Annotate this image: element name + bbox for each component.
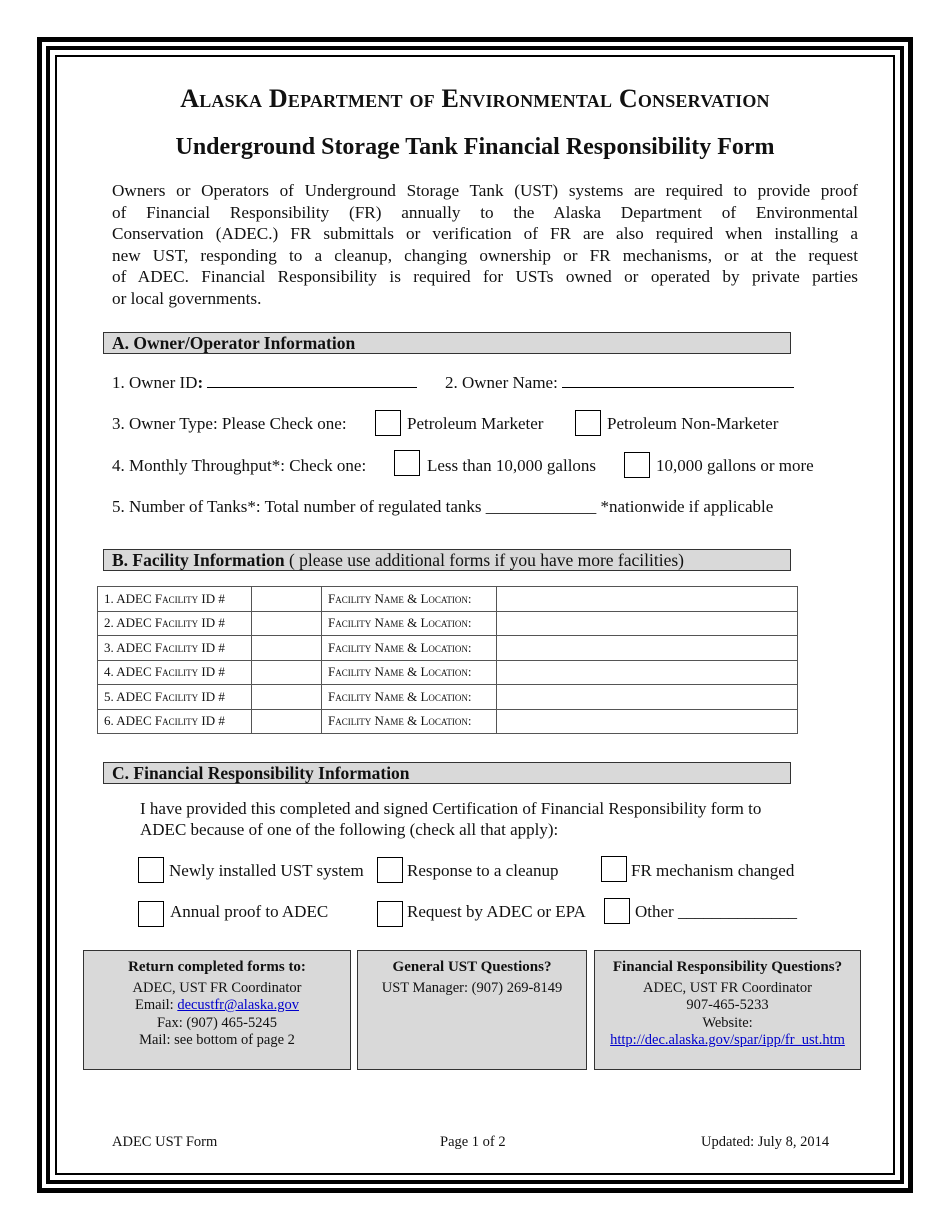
fr-mechanism-checkbox[interactable] <box>601 856 627 882</box>
return-email-row: Email: decustfr@alaska.gov <box>135 997 299 1013</box>
facility-id-label: 5. ADEC Facility ID # <box>98 685 252 710</box>
fr-website-label: Website: <box>702 1014 753 1031</box>
return-forms-title: Return completed forms to: <box>128 959 306 975</box>
petroleum-non-marketer-checkbox[interactable] <box>575 410 601 436</box>
return-mail: Mail: see bottom of page 2 <box>139 1032 295 1048</box>
owner-id-row: 1. Owner ID: <box>112 373 417 393</box>
facility-id-label: 2. ADEC Facility ID # <box>98 611 252 636</box>
facility-name-label: Facility Name & Location: <box>322 587 497 612</box>
facility-row <box>98 587 798 612</box>
fr-statement-line2: ADEC because of one of the following (check all that apply): <box>140 820 559 839</box>
general-questions-box <box>357 950 587 1070</box>
facility-row <box>98 660 798 685</box>
fr-coordinator: ADEC, UST FR Coordinator <box>643 979 812 996</box>
tanks-field[interactable]: _____________ <box>485 497 597 516</box>
petroleum-marketer-label: Petroleum Marketer <box>407 414 544 433</box>
section-a-header: A. Owner/Operator Information <box>103 332 791 354</box>
form-title: Underground Storage Tank Financial Responsibility Form <box>175 134 775 160</box>
other-checkbox[interactable] <box>604 898 630 924</box>
fr-phone: 907-465-5233 <box>686 997 769 1013</box>
facility-id-label: 4. ADEC Facility ID # <box>98 660 252 685</box>
ust-manager-phone: UST Manager: (907) 269-8149 <box>381 979 563 996</box>
intro-line: Owners or Operators of Underground Storage Tank (UST) systems are required to provide proof <box>112 181 858 200</box>
facility-name-field[interactable] <box>497 685 798 710</box>
facility-id-field[interactable] <box>252 709 322 734</box>
throughput-less-checkbox[interactable] <box>394 450 420 476</box>
facility-row <box>98 709 798 734</box>
annual-proof-checkbox[interactable] <box>138 901 164 927</box>
other-row <box>635 902 797 922</box>
website-link[interactable]: http://dec.alaska.gov/spar/ipp/fr_ust.htm <box>610 1032 845 1048</box>
intro-paragraph <box>112 180 858 310</box>
facility-id-field[interactable] <box>252 685 322 710</box>
throughput-more-label: 10,000 gallons or more <box>656 456 814 475</box>
owner-id-label: 1. Owner ID <box>112 373 198 392</box>
owner-name-label: 2. Owner Name: <box>445 373 558 392</box>
return-forms-box <box>83 950 351 1070</box>
facility-name-field[interactable] <box>497 587 798 612</box>
intro-line: new UST, responding to a cleanup, changing ownership or FR mechanisms, or at the request <box>112 245 858 265</box>
throughput-label: 4. Monthly Throughput*: Check one: <box>112 456 367 475</box>
facility-name-label: Facility Name & Location: <box>322 636 497 661</box>
facility-name-field[interactable] <box>497 709 798 734</box>
facility-name-field[interactable] <box>497 660 798 685</box>
fr-statement-line1: I have provided this completed and signed Certification of Financial Responsibility form to <box>140 799 762 818</box>
section-b-header: B. Facility Information ( please use additional forms if you have more facilities) <box>103 549 791 571</box>
tanks-label: 5. Number of Tanks*: Total number of regulated tanks <box>112 497 482 516</box>
throughput-more-checkbox[interactable] <box>624 452 650 478</box>
facility-id-field[interactable] <box>252 636 322 661</box>
facility-name-field[interactable] <box>497 636 798 661</box>
intro-line: of ADEC. Financial Responsibility is required for USTs owned or operated by private parties <box>112 267 858 287</box>
return-fax: Fax: (907) 465-5245 <box>156 1014 277 1031</box>
facility-id-field[interactable] <box>252 611 322 636</box>
fr-questions-title: Financial Responsibility Questions? <box>612 959 843 975</box>
agency-title: Alaska Department of Environmental Conservation <box>180 84 770 113</box>
facility-name-label: Facility Name & Location: <box>322 611 497 636</box>
email-link[interactable]: decustfr@alaska.gov <box>177 997 299 1013</box>
tanks-note: *nationwide if applicable <box>600 497 774 516</box>
footer-page-number: Page 1 of 2 <box>440 1134 506 1150</box>
request-adec-label: Request by ADEC or EPA <box>407 902 586 921</box>
owner-type-label: 3. Owner Type: Please Check one: <box>112 414 347 433</box>
owner-id-field[interactable] <box>207 373 417 388</box>
facility-row <box>98 685 798 710</box>
newly-installed-label: Newly installed UST system <box>169 861 364 880</box>
facility-name-field[interactable] <box>497 611 798 636</box>
facility-table <box>97 586 798 734</box>
footer-form-name: ADEC UST Form <box>112 1134 218 1150</box>
cleanup-response-checkbox[interactable] <box>377 857 403 883</box>
intro-line: of Financial Responsibility (FR) annually to the Alaska Department of Environmental <box>112 202 858 222</box>
owner-name-field[interactable] <box>562 373 794 388</box>
facility-row <box>98 611 798 636</box>
facility-name-label: Facility Name & Location: <box>322 685 497 710</box>
throughput-less-label: Less than 10,000 gallons <box>427 456 597 475</box>
section-c-header: C. Financial Responsibility Information <box>103 762 791 784</box>
facility-id-label: 3. ADEC Facility ID # <box>98 636 252 661</box>
annual-proof-label: Annual proof to ADEC <box>170 902 329 921</box>
facility-name-label: Facility Name & Location: <box>322 660 497 685</box>
facility-id-label: 1. ADEC Facility ID # <box>98 587 252 612</box>
petroleum-marketer-checkbox[interactable] <box>375 410 401 436</box>
footer-updated: Updated: July 8, 2014 <box>701 1134 830 1150</box>
facility-row <box>98 636 798 661</box>
newly-installed-checkbox[interactable] <box>138 857 164 883</box>
return-coordinator: ADEC, UST FR Coordinator <box>132 979 302 996</box>
tanks-row <box>112 497 773 517</box>
other-label: Other <box>635 902 674 921</box>
intro-line: Conservation (ADEC.) FR submittals or verification of FR are also required when installing a <box>112 224 858 244</box>
fr-questions-box <box>594 950 861 1070</box>
general-questions-title: General UST Questions? <box>392 959 552 975</box>
cleanup-response-label: Response to a cleanup <box>407 861 559 880</box>
fr-mechanism-label: FR mechanism changed <box>631 861 795 880</box>
facility-id-field[interactable] <box>252 660 322 685</box>
petroleum-non-marketer-label: Petroleum Non-Marketer <box>607 414 779 433</box>
facility-name-label: Facility Name & Location: <box>322 709 497 734</box>
facility-id-label: 6. ADEC Facility ID # <box>98 709 252 734</box>
intro-line: or local governments. <box>112 288 262 308</box>
other-field[interactable]: ______________ <box>677 902 797 921</box>
request-adec-checkbox[interactable] <box>377 901 403 927</box>
facility-id-field[interactable] <box>252 587 322 612</box>
owner-name-row <box>445 373 794 393</box>
